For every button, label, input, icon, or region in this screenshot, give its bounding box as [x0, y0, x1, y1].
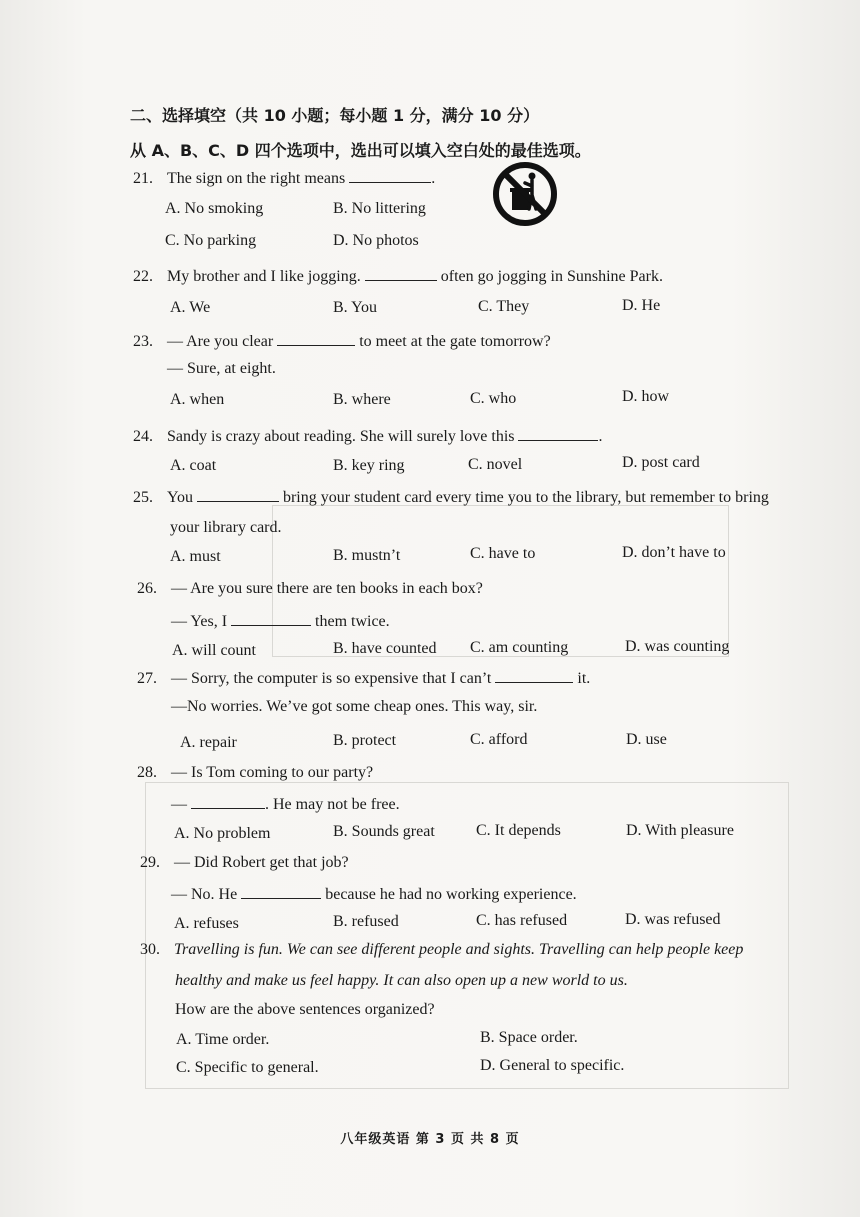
option-d: D. was counting [625, 638, 730, 655]
section-title: 二、选择填空（共 10 小题；每小题 1 分，满分 10 分） [130, 106, 540, 125]
answer-blank [365, 266, 437, 281]
option-c: C. They [478, 298, 530, 315]
question-stem: 26. — Are you sure there are ten books in each box? [137, 580, 483, 597]
question-line: your library card. [170, 519, 282, 536]
option-b: B. No littering [333, 200, 426, 217]
answer-blank [241, 884, 321, 899]
question-number: 24. [133, 428, 153, 445]
option-d: D. don’t have to [622, 544, 726, 561]
answer-blank [518, 426, 598, 441]
option-a: A. No problem [174, 825, 271, 842]
option-d: D. He [622, 297, 661, 314]
option-b: B. have counted [333, 640, 437, 657]
option-d: D. No photos [333, 232, 419, 249]
option-b: B. You [333, 299, 378, 316]
question-number: 30. [140, 941, 160, 958]
question-line: —No worries. We’ve got some cheap ones. This way, sir. [171, 698, 538, 715]
question-stem: 21. The sign on the right means . [133, 170, 436, 187]
option-b: B. where [333, 391, 391, 408]
option-c: C. No parking [165, 232, 257, 249]
option-d: D. General to specific. [480, 1057, 625, 1074]
option-b: B. Space order. [480, 1029, 578, 1046]
answer-blank [197, 487, 279, 502]
option-a: A. will count [172, 642, 256, 659]
question-line: — . He may not be free. [171, 796, 400, 813]
answer-blank [277, 331, 355, 346]
option-d: D. post card [622, 454, 700, 471]
option-a: A. when [170, 391, 225, 408]
option-c: C. It depends [476, 822, 561, 839]
option-a: A. No smoking [165, 200, 264, 217]
option-c: C. have to [470, 545, 536, 562]
question-number: 21. [133, 170, 153, 187]
question-line: — No. He because he had no working experience. [171, 886, 577, 903]
question-stem: 24. Sandy is crazy about reading. She will surely love this . [133, 428, 603, 445]
option-b: B. protect [333, 732, 397, 749]
section-instruction: 从 A、B、C、D 四个选项中，选出可以填入空白处的最佳选项。 [130, 141, 591, 160]
option-c: C. afford [470, 731, 528, 748]
option-a: A. Time order. [176, 1031, 270, 1048]
question-number: 26. [137, 580, 157, 597]
option-b: B. key ring [333, 457, 405, 474]
no-littering-sign-icon [492, 161, 558, 227]
question-line: — Yes, I them twice. [171, 613, 390, 630]
question-stem: 22. My brother and I like jogging. often go jogging in Sunshine Park. [133, 268, 663, 285]
question-number: 25. [133, 489, 153, 506]
option-d: D. With pleasure [626, 822, 734, 839]
question-line: healthy and make us feel happy. It can also open up a new world to us. [175, 972, 628, 989]
question-number: 29. [140, 854, 160, 871]
option-a: A. refuses [174, 915, 239, 932]
option-b: B. Sounds great [333, 823, 435, 840]
option-d: D. how [622, 388, 670, 405]
question-stem: 28. — Is Tom coming to our party? [137, 764, 374, 781]
option-c: C. has refused [476, 912, 568, 929]
question-number: 22. [133, 268, 153, 285]
answer-blank [495, 668, 573, 683]
question-number: 28. [137, 764, 157, 781]
option-d: D. use [626, 731, 667, 748]
answer-blank [349, 168, 431, 183]
option-c: C. novel [468, 456, 523, 473]
question-stem: 25. You bring your student card every time you to the library, but remember to bring [133, 489, 769, 506]
answer-blank [231, 611, 311, 626]
question-stem: 30. Travelling is fun. We can see different people and sights. Travelling can help people keep [140, 941, 744, 958]
option-a: A. coat [170, 457, 217, 474]
question-number: 27. [137, 670, 157, 687]
answer-blank [191, 794, 265, 809]
question-line: — Sure, at eight. [167, 360, 276, 377]
question-line: How are the above sentences organized? [175, 1001, 435, 1018]
option-c: C. who [470, 390, 517, 407]
question-stem: 23. — Are you clear to meet at the gate tomorrow? [133, 333, 551, 350]
question-stem: 29. — Did Robert get that job? [140, 854, 349, 871]
option-c: C. Specific to general. [176, 1059, 319, 1076]
option-b: B. mustn’t [333, 547, 401, 564]
page-footer: 八年级英语 第 3 页 共 8 页 [340, 1132, 520, 1147]
option-d: D. was refused [625, 911, 721, 928]
question-stem: 27. — Sorry, the computer is so expensive that I can’t it. [137, 670, 591, 687]
option-a: A. We [170, 299, 211, 316]
option-a: A. repair [180, 734, 237, 751]
option-a: A. must [170, 548, 221, 565]
question-number: 23. [133, 333, 153, 350]
option-c: C. am counting [470, 639, 569, 656]
option-b: B. refused [333, 913, 399, 930]
